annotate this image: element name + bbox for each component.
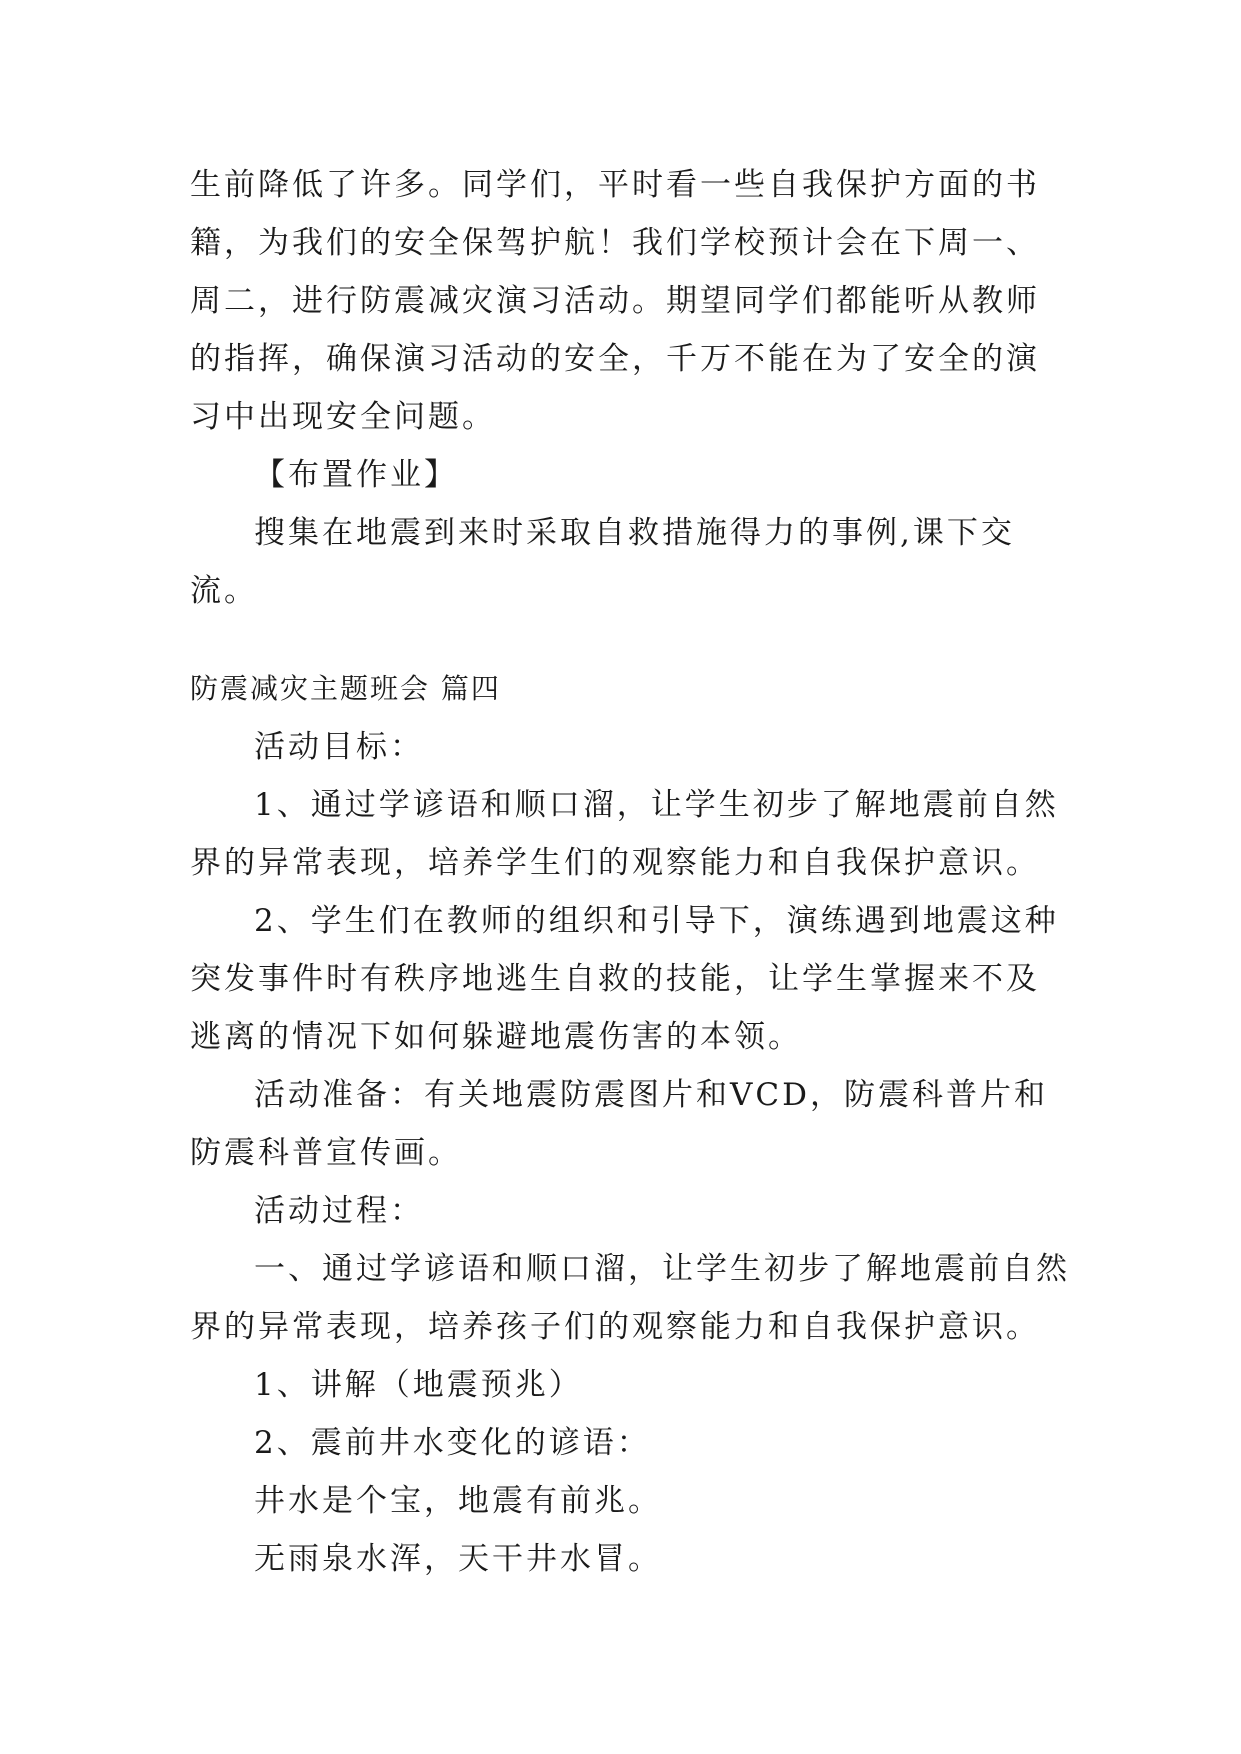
paragraph-goal-2: 2、学生们在教师的组织和引导下，演练遇到地震这种突发事件时有秩序地逃生自救的技能，让学生掌握来不及逃离的情况下如何躲避地震伤害的本领。 (190, 903, 1059, 1055)
document-body (190, 156, 1070, 1588)
paragraph-explain: 1、讲解（地震预兆） (254, 1367, 583, 1403)
paragraph-process: 活动过程： (254, 1193, 424, 1229)
paragraph-preparation: 活动准备：有关地震防震图片和VCD，防震科普片和防震科普宣传画。 (190, 1077, 1048, 1171)
paragraph-proverb-2: 无雨泉水浑，天干井水冒。 (254, 1541, 662, 1577)
paragraph-step-1: 一、通过学谚语和顺口溜，让学生初步了解地震前自然界的异常表现，培养孩子们的观察能力和自我保护意识。 (190, 1251, 1070, 1345)
continuation-paragraph: 生前降低了许多。同学们，平时看一些自我保护方面的书籍，为我们的安全保驾护航！我们学校预计会在下周一、周二，进行防震减灾演习活动。期望同学们都能听从教师的指挥，确保演习活动的安全，千万不能在为了安全的演习中出现安全问题。 (190, 167, 1040, 435)
section-title: 防震减灾主题班会 篇四 (190, 672, 501, 705)
paragraph-proverbs-intro: 2、震前井水变化的谚语： (254, 1425, 651, 1461)
homework-label: 【布置作业】 (254, 457, 458, 493)
paragraph-activity-goals: 活动目标： (254, 729, 424, 765)
paragraph-goal-1: 1、通过学谚语和顺口溜，让学生初步了解地震前自然界的异常表现，培养学生们的观察能力和自我保护意识。 (190, 787, 1059, 881)
homework-text: 搜集在地震到来时采取自救措施得力的事例,课下交流。 (190, 515, 1015, 609)
paragraph-proverb-1: 井水是个宝，地震有前兆。 (254, 1483, 662, 1519)
